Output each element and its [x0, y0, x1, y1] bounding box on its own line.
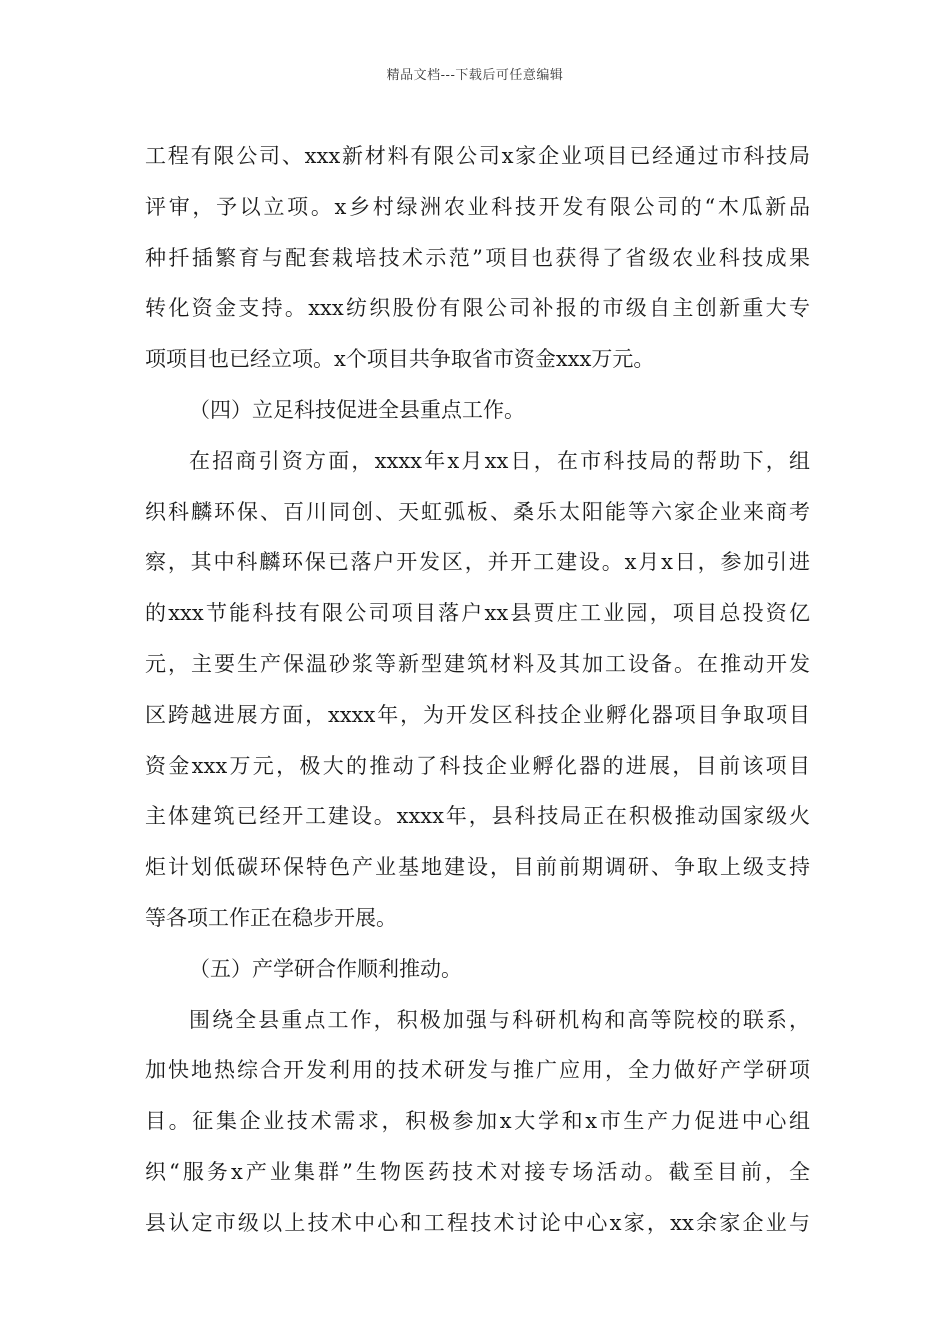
paragraph-first-line: 在招商引资方面，xxxx年x月xx日，在市科技局的帮助下，组 [189, 448, 810, 473]
text-line: 主体建筑已经开工建设。xxxx年，县科技局正在积极推动国家级火 [145, 804, 810, 829]
text-line: 等各项工作正在稳步开展。 [145, 905, 397, 930]
text-line: 区跨越进展方面，xxxx年，为开发区科技企业孵化器项目争取项目 [145, 702, 810, 727]
paragraph-first-line: 围绕全县重点工作，积极加强与科研机构和高等院校的联系， [189, 1007, 810, 1032]
text-line: 目。征集企业技术需求，积极参加x大学和x市生产力促进中心组 [145, 1109, 810, 1134]
text-line: 资金xxx万元，极大的推动了科技企业孵化器的进展，目前该项目 [145, 753, 810, 778]
text-line: 工程有限公司、xxx新材料有限公司x家企业项目已经通过市科技局 [145, 144, 810, 168]
text-line: 种扦插繁育与配套栽培技术示范”项目也获得了省级农业科技成果 [145, 245, 810, 270]
section-heading: （四）立足科技促进全县重点工作。 [189, 397, 525, 422]
text-line: 转化资金支持。xxx纺织股份有限公司补报的市级自主创新重大专 [145, 296, 810, 321]
text-line: 加快地热综合开发利用的技术研发与推广应用，全力做好产学研项 [145, 1058, 810, 1083]
page-header: 精品文档---下载后可任意编辑 [386, 68, 564, 83]
text-line: 项项目也已经立项。x个项目共争取省市资金xxx万元。 [145, 347, 655, 372]
text-line: 元，主要生产保温砂浆等新型建筑材料及其加工设备。在推动开发 [145, 651, 810, 676]
document-body [145, 131, 810, 1249]
text-line: 察，其中科麟环保已落户开发区，并开工建设。x月x日，参加引进 [145, 550, 810, 575]
section-heading: （五）产学研合作顺利推动。 [189, 956, 462, 981]
text-line: 织“服务x产业集群”生物医药技术对接专场活动。截至目前，全 [145, 1159, 810, 1184]
text-line: 织科麟环保、百川同创、天虹弧板、桑乐太阳能等六家企业来商考 [145, 499, 810, 524]
text-line: 的xxx节能科技有限公司项目落户xx县贾庄工业园，项目总投资亿 [145, 601, 810, 626]
text-line: 炬计划低碳环保特色产业基地建设，目前前期调研、争取上级支持 [145, 855, 810, 880]
text-line: 县认定市级以上技术中心和工程技术讨论中心x家，xx余家企业与 [145, 1210, 810, 1235]
text-line: 评审，予以立项。x乡村绿洲农业科技开发有限公司的“木瓜新品 [145, 194, 810, 219]
